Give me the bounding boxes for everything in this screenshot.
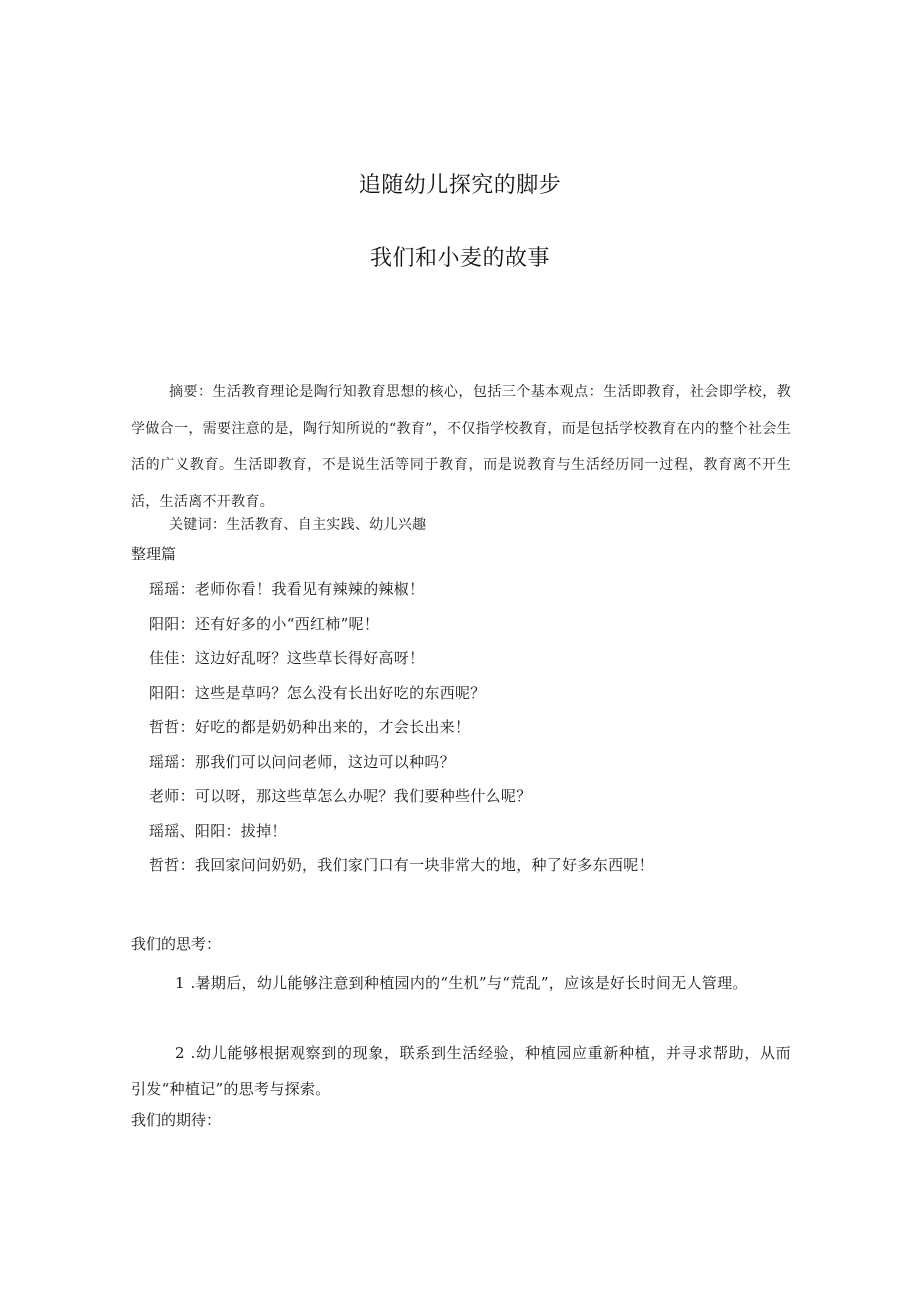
dialogue-line: 阳阳：这些是草吗？怎么没有长出好吃的东西呢？ [149,683,486,702]
document-subtitle: 我们和小麦的故事 [369,246,550,271]
dialogue-line: 哲哲：好吃的都是奶奶种出来的，才会长出来！ [149,718,471,736]
abstract-paragraph: 摘要：生活教育理论是陶行知教育思想的核心，包括三个基本观点：生活即教育，社会即学校，教学做合一，需要注意的是，陶行知所说的“教育”，不仅指学校教育，而是包括学校教育在内的整个社会生活的广义教育。生活即教育，不是说生活等同于教育，而是说教育与生活经历同一过程，教育离不开生活，生活离不开教育。 [131,384,791,510]
dialogue-line: 哲哲：我回家问问奶奶，我们家门口有一块非常大的地，种了好多东西呢！ [149,856,654,874]
section-heading-thinking: 我们的思考： [131,935,222,953]
dialogue-line: 佳佳：这边好乱呀？这些草长得好高呀！ [149,649,425,667]
dialogue-line: 老师：可以呀，那这些草怎么办呢？我们要种些什么呢？ [149,787,532,805]
thinking-item [131,965,791,1001]
document-title: 追随幼儿探究的脚步 [358,173,562,198]
section-heading-expectation: 我们的期待： [131,1111,222,1129]
keywords-line: 关键词：生活教育、自主实践、幼儿兴趣 [169,517,427,533]
section-heading-organize: 整理篇 [131,545,177,563]
thinking-item-number: 1 [175,974,191,992]
thinking-item [131,1035,791,1107]
dialogue-list [149,572,654,883]
dialogue-line: 瑶瑶：老师你看！我看见有辣辣的辣椒！ [149,580,425,598]
dialogue-line: 瑶瑶：那我们可以问问老师，这边可以种吗？ [149,752,456,771]
thinking-item-number: 2 [175,1044,191,1062]
thinking-item-text: .暑期后，幼儿能够注意到种植园内的“生机”与“荒乱”，应该是好长时间无人管理。 [190,974,748,992]
thinking-item-text: .幼儿能够根据观察到的现象，联系到生活经验，种植园应重新种植，并寻求帮助，从而引发“种植记”的思考与探索。 [131,1044,791,1098]
dialogue-line: 瑶瑶、阳阳：拔掉！ [149,821,287,840]
dialogue-line: 阳阳：还有好多的小“西红柿”呢！ [149,614,380,633]
